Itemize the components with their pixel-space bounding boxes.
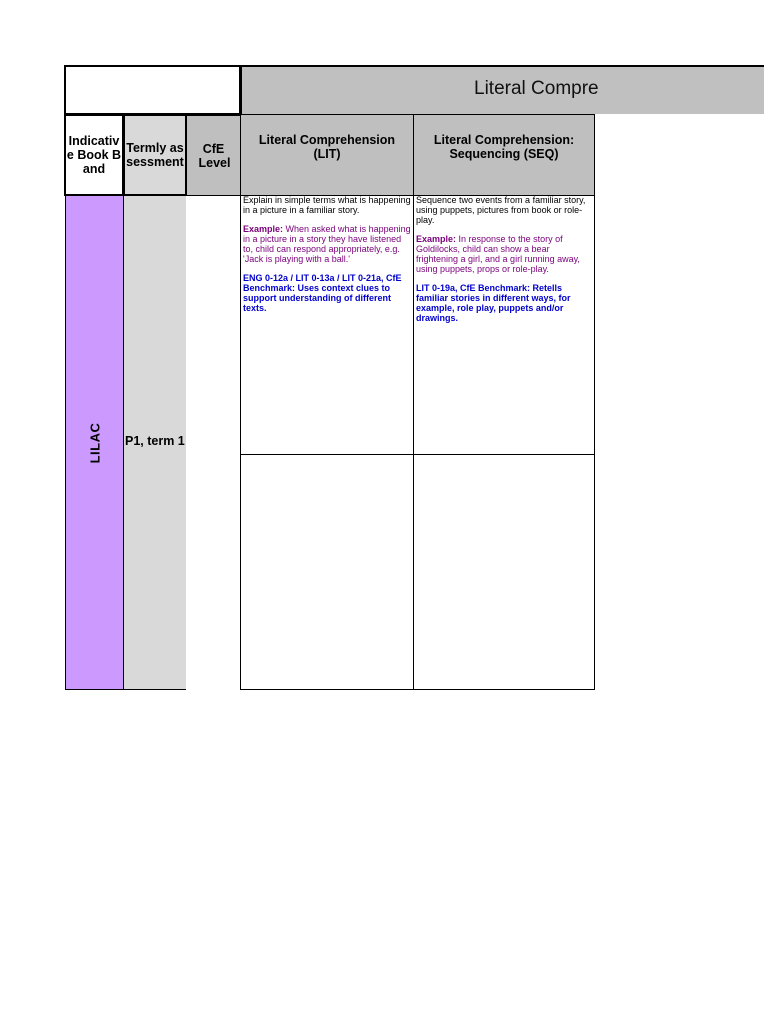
header-termly-assessment: Termly assessment <box>123 114 187 196</box>
lit-example: Example: When asked what is happening in a picture in a story they have listened to, child can respond appropriately, e.g. 'Jack is playing with a ball.' <box>243 224 411 264</box>
header-cfe-level: CfE Level <box>186 114 241 196</box>
header-sequencing: Literal Comprehension: Sequencing (SEQ) <box>413 114 595 196</box>
page-title: Literal Compre <box>474 78 599 99</box>
lit-evidence-cell <box>240 454 414 690</box>
termly-assessment-cell <box>123 196 187 690</box>
seq-benchmark: LIT 0-19a, CfE Benchmark: Retells familiar stories in different ways, for example, role play, puppets and/or drawings. <box>416 283 571 323</box>
seq-evidence-cell <box>413 454 595 690</box>
cfe-level-cell <box>186 196 241 690</box>
lit-benchmark: ENG 0-12a / LIT 0-13a / LIT 0-21a, CfE Benchmark: Uses context clues to support understanding of different texts. <box>243 273 402 313</box>
header-literal-comprehension: Literal Comprehension (LIT) <box>240 114 414 196</box>
title-band <box>241 65 764 114</box>
header-indicative-book-band: Indicative Book Band <box>64 114 124 196</box>
seq-description: Sequence two events from a familiar story, using puppets, pictures from book or role-play. <box>416 195 586 225</box>
book-band-cell <box>65 196 124 690</box>
seq-example: Example: In response to the story of Goldilocks, child can show a bear frightening a girl, and a girl running away, using puppets, props or role-play. <box>416 234 580 274</box>
term-label: P1, term 1 <box>125 434 185 448</box>
lit-description: Explain in simple terms what is happening in a picture in a familiar story. <box>243 195 411 215</box>
seq-criteria-cell <box>413 195 595 455</box>
book-band-label: LILAC <box>87 422 102 463</box>
lit-criteria-cell <box>240 195 414 455</box>
blank-header-cell <box>64 65 241 115</box>
